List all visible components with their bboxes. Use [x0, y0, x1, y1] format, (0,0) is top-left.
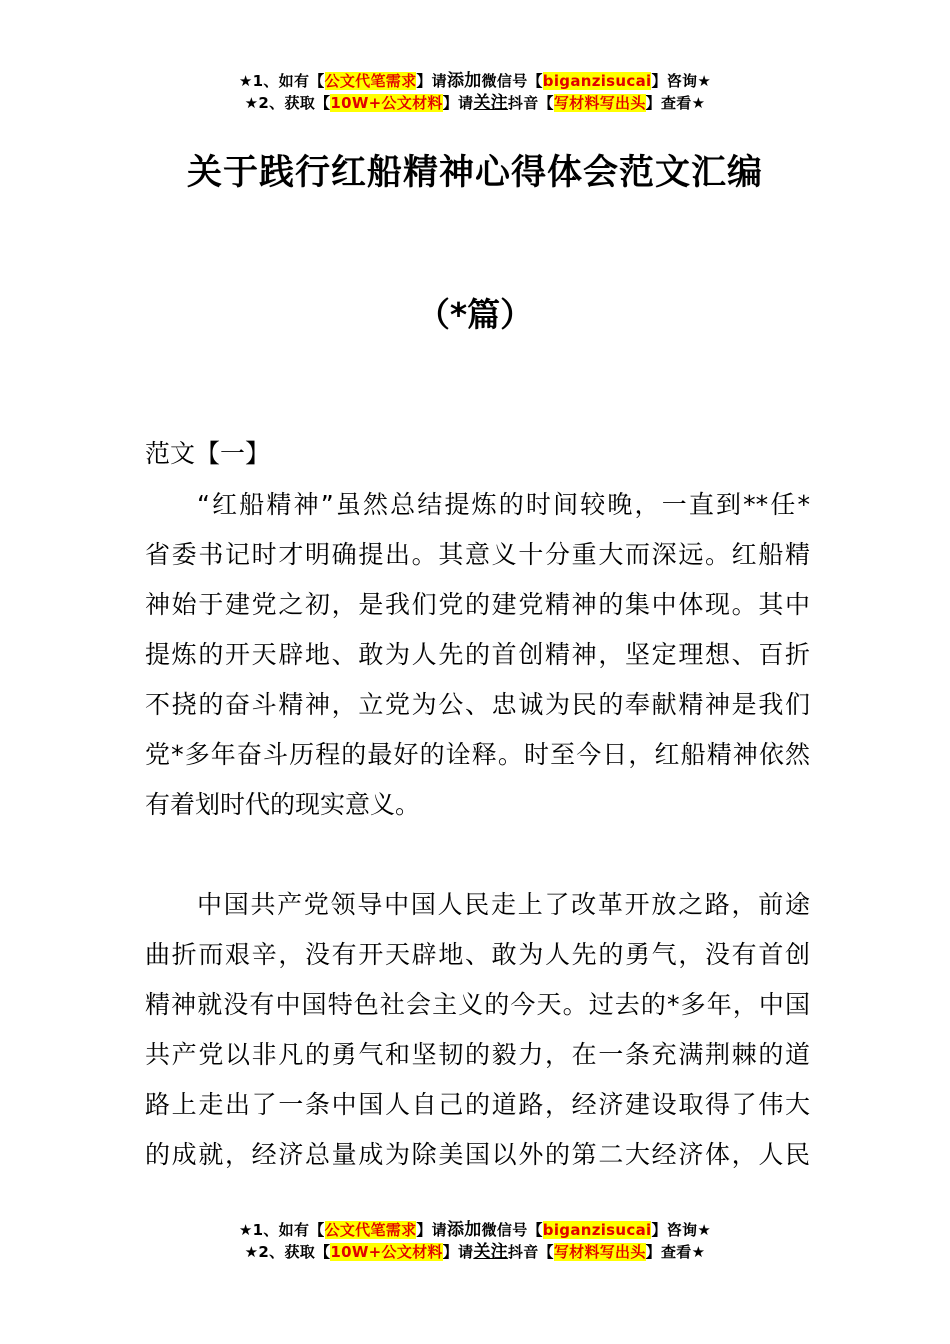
paragraph-line: 提炼的开天辟地、敢为人先的首创精神，坚定理想、百折 [145, 640, 810, 669]
paragraph-line: “红船精神”虽然总结提炼的时间较晚，一直到**任* [197, 490, 810, 519]
promo-text: 微信号【 [481, 1221, 543, 1239]
promo-highlight: 10W+公文材料 [330, 1243, 443, 1261]
promo-banner-top [0, 70, 950, 114]
paragraph-line: 中国共产党领导中国人民走上了改革开放之路，前途 [197, 890, 810, 919]
paragraph-line: 省委书记时才明确提出。其意义十分重大而深远。红船精 [145, 540, 810, 569]
promo-text: 抖音【 [507, 1243, 554, 1261]
section-label: 范文【一】 [145, 439, 271, 468]
promo-text: 】请 [416, 1221, 447, 1239]
paragraph-line: 曲折而艰辛，没有开天辟地、敢为人先的勇气，没有首创 [145, 940, 810, 969]
promo-text: ★1、如有【 [238, 72, 325, 90]
document-subtitle: （*篇） [416, 295, 534, 334]
paragraph-line: 不挠的奋斗精神，立党为公、忠诚为民的奉献精神是我们 [145, 690, 810, 719]
promo-banner-bottom [0, 1219, 950, 1263]
body-paragraph-2 [145, 880, 810, 1180]
promo-highlight: 公文代笔需求 [324, 72, 417, 90]
promo-text: 】请 [442, 94, 474, 112]
promo-highlight: 10W+公文材料 [330, 94, 443, 112]
promo-text: ★2、获取【 [244, 94, 331, 112]
promo-text: 】咨询★ [651, 72, 712, 90]
promo-wechat-id: biganzisucai [542, 1221, 652, 1239]
promo-text: 】咨询★ [651, 1221, 712, 1239]
body-paragraph-1 [145, 480, 810, 830]
promo-text: 微信号【 [481, 72, 543, 90]
promo-line-2 [0, 1241, 950, 1263]
paragraph-line: 路上走出了一条中国人自己的道路，经济建设取得了伟大 [145, 1090, 810, 1119]
promo-line-1 [0, 1219, 950, 1241]
promo-douyin-id: 写材料写出头 [553, 1243, 646, 1261]
promo-text: ★1、如有【 [238, 1221, 325, 1239]
promo-text: 】查看★ [645, 94, 706, 112]
paragraph-line: 有着划时代的现实意义。 [145, 790, 421, 819]
promo-line-1 [0, 70, 950, 92]
promo-text: ★2、获取【 [244, 1243, 331, 1261]
promo-douyin-id: 写材料写出头 [553, 94, 646, 112]
promo-wechat-id: biganzisucai [542, 72, 652, 90]
promo-highlight: 公文代笔需求 [324, 1221, 417, 1239]
promo-emphasis: 关注 [473, 1242, 508, 1262]
promo-text: 】请 [416, 72, 447, 90]
paragraph-line: 党*多年奋斗历程的最好的诠释。时至今日，红船精神依然 [145, 740, 810, 769]
promo-emphasis: 关注 [473, 93, 508, 113]
paragraph-line: 的成就，经济总量成为除美国以外的第二大经济体，人民 [145, 1140, 810, 1169]
promo-text: 抖音【 [507, 94, 554, 112]
promo-text: 】查看★ [645, 1243, 706, 1261]
promo-emphasis: 添加 [446, 71, 482, 91]
promo-emphasis: 添加 [446, 1220, 482, 1240]
paragraph-line: 精神就没有中国特色社会主义的今天。过去的*多年，中国 [145, 990, 810, 1019]
paragraph-line: 共产党以非凡的勇气和坚韧的毅力，在一条充满荆棘的道 [145, 1040, 810, 1069]
promo-line-2 [0, 92, 950, 114]
promo-text: 】请 [442, 1243, 474, 1261]
document-title: 关于践行红船精神心得体会范文汇编 [186, 153, 763, 193]
paragraph-line: 神始于建党之初，是我们党的建党精神的集中体现。其中 [145, 590, 810, 619]
